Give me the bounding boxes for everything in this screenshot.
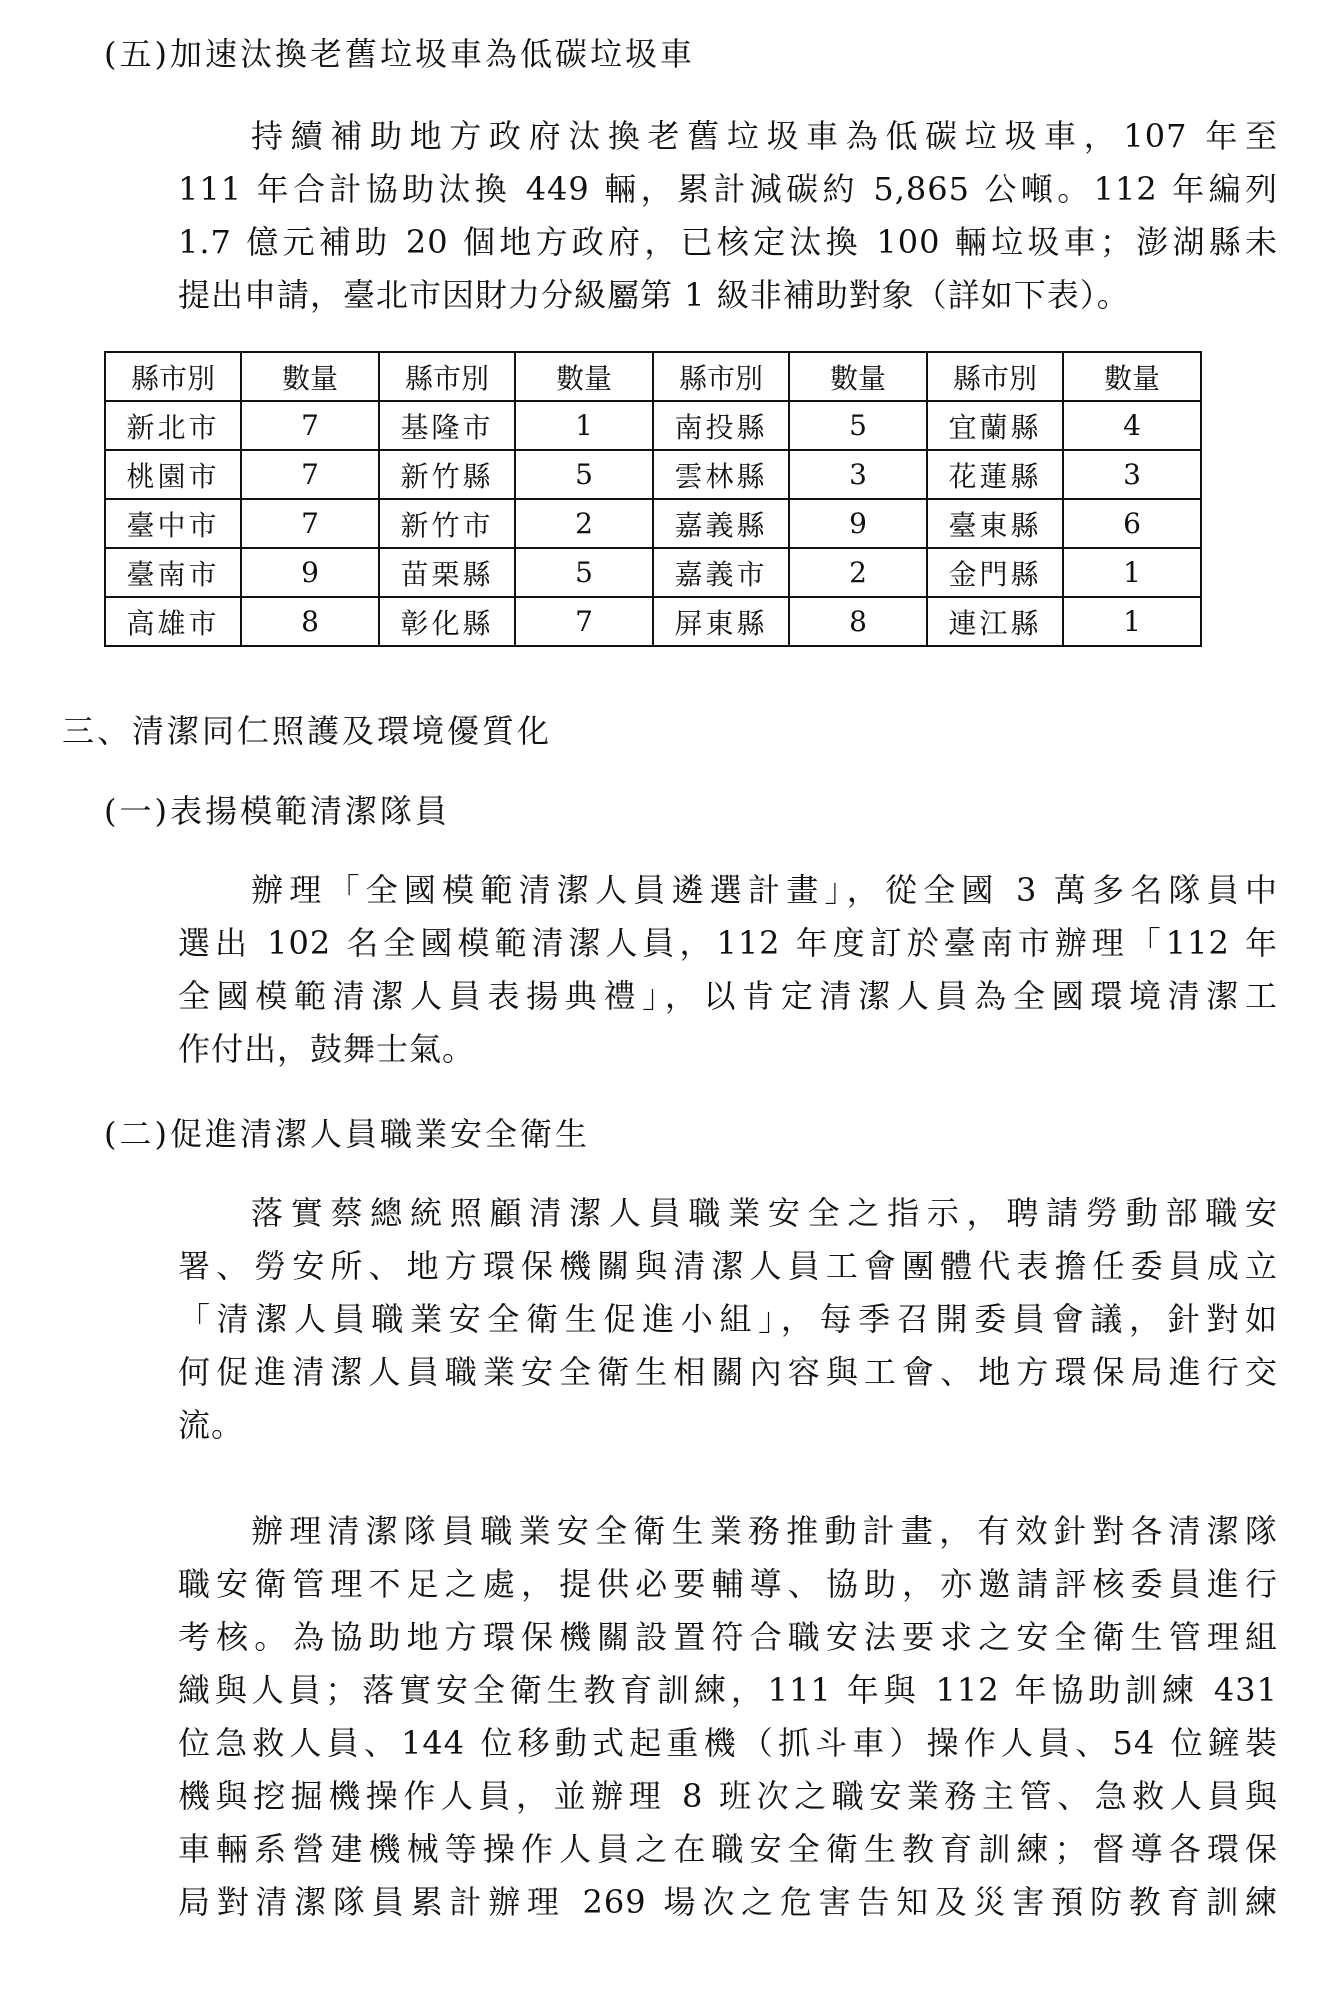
quantity-cell: 2 — [515, 499, 653, 548]
paragraph-line: 提出申請，臺北市因財力分級屬第 1 級非補助對象（詳如下表）。 — [178, 276, 1130, 314]
subsection-2-paragraph-1 — [178, 1187, 1278, 1452]
county-cell: 臺中市 — [105, 499, 241, 548]
county-cell: 高雄市 — [105, 597, 241, 646]
county-cell: 新北市 — [105, 401, 241, 450]
subsection-2-paragraph-2 — [178, 1505, 1278, 1929]
paragraph-line: 局對清潔隊員累計辦理 269 場次之危害告知及災害預防教育訓練 — [178, 1883, 1278, 1921]
quantity-cell: 7 — [241, 499, 379, 548]
header-county: 縣市別 — [105, 352, 241, 401]
quantity-cell: 5 — [515, 450, 653, 499]
paragraph-line: 考核。為協助地方環保機關設置符合職安法要求之安全衛生管理組 — [178, 1618, 1278, 1656]
paragraph-line: 辦理清潔隊員職業安全衛生業務推動計畫，有效針對各清潔隊 — [251, 1512, 1278, 1550]
subsection-2-heading: (二)促進清潔人員職業安全衛生 — [104, 1115, 590, 1153]
county-cell: 宜蘭縣 — [927, 401, 1063, 450]
paragraph-line: 「清潔人員職業安全衛生促進小組」，每季召開委員會議，針對如 — [178, 1300, 1278, 1338]
quantity-cell: 3 — [789, 450, 927, 499]
table-row — [105, 597, 1201, 646]
garbage-truck-count-table — [104, 351, 1202, 647]
table-row — [105, 548, 1201, 597]
paragraph-line: 機與挖掘機操作人員，並辦理 8 班次之職安業務主管、急救人員與 — [178, 1777, 1278, 1815]
quantity-cell: 5 — [789, 401, 927, 450]
quantity-cell: 7 — [515, 597, 653, 646]
quantity-cell: 2 — [789, 548, 927, 597]
county-cell: 嘉義市 — [653, 548, 789, 597]
header-county: 縣市別 — [653, 352, 789, 401]
quantity-cell: 5 — [515, 548, 653, 597]
quantity-cell: 1 — [1063, 597, 1201, 646]
paragraph-line: 流。 — [178, 1406, 245, 1444]
table-row — [105, 450, 1201, 499]
header-quantity: 數量 — [789, 352, 927, 401]
county-cell: 嘉義縣 — [653, 499, 789, 548]
quantity-cell: 8 — [241, 597, 379, 646]
county-cell: 南投縣 — [653, 401, 789, 450]
county-cell: 臺南市 — [105, 548, 241, 597]
county-cell: 花蓮縣 — [927, 450, 1063, 499]
quantity-cell: 7 — [241, 450, 379, 499]
header-county: 縣市別 — [927, 352, 1063, 401]
quantity-cell: 4 — [1063, 401, 1201, 450]
subsection-1-paragraph — [178, 864, 1278, 1076]
paragraph-line: 持續補助地方政府汰換老舊垃圾車為低碳垃圾車，107 年至 — [251, 117, 1278, 155]
county-cell: 雲林縣 — [653, 450, 789, 499]
county-cell: 彰化縣 — [379, 597, 515, 646]
quantity-cell: 6 — [1063, 499, 1201, 548]
subsection-1-heading: (一)表揚模範清潔隊員 — [104, 792, 450, 830]
quantity-cell: 8 — [789, 597, 927, 646]
quantity-cell: 7 — [241, 401, 379, 450]
header-county: 縣市別 — [379, 352, 515, 401]
paragraph-line: 作付出，鼓舞士氣。 — [178, 1030, 476, 1068]
county-cell: 金門縣 — [927, 548, 1063, 597]
paragraph-line: 職安衛管理不足之處，提供必要輔導、協助，亦邀請評核委員進行 — [178, 1565, 1278, 1603]
section-5-paragraph — [178, 110, 1278, 322]
paragraph-line: 辦理「全國模範清潔人員遴選計畫」，從全國 3 萬多名隊員中 — [251, 871, 1278, 909]
paragraph-line: 111 年合計協助汰換 449 輛，累計減碳約 5,865 公噸。112 年編列 — [178, 170, 1278, 208]
section-5-heading: (五)加速汰換老舊垃圾車為低碳垃圾車 — [104, 35, 695, 73]
county-cell: 屏東縣 — [653, 597, 789, 646]
section-3-heading: 三、清潔同仁照護及環境優質化 — [62, 712, 553, 750]
county-cell: 連江縣 — [927, 597, 1063, 646]
paragraph-line: 選出 102 名全國模範清潔人員，112 年度訂於臺南市辦理「112 年 — [178, 924, 1278, 962]
paragraph-line: 位急救人員、144 位移動式起重機（抓斗車）操作人員、54 位鏟裝 — [178, 1724, 1278, 1762]
quantity-cell: 9 — [789, 499, 927, 548]
county-cell: 基隆市 — [379, 401, 515, 450]
header-quantity: 數量 — [1063, 352, 1201, 401]
quantity-cell: 9 — [241, 548, 379, 597]
paragraph-line: 署、勞安所、地方環保機關與清潔人員工會團體代表擔任委員成立 — [178, 1247, 1278, 1285]
quantity-cell: 1 — [1063, 548, 1201, 597]
quantity-cell: 3 — [1063, 450, 1201, 499]
county-cell: 桃園市 — [105, 450, 241, 499]
header-quantity: 數量 — [241, 352, 379, 401]
county-cell: 臺東縣 — [927, 499, 1063, 548]
header-quantity: 數量 — [515, 352, 653, 401]
paragraph-line: 1.7 億元補助 20 個地方政府，已核定汰換 100 輛垃圾車；澎湖縣未 — [178, 223, 1278, 261]
table-row — [105, 401, 1201, 450]
paragraph-line: 落實蔡總統照顧清潔人員職業安全之指示，聘請勞動部職安 — [251, 1194, 1278, 1232]
paragraph-line: 何促進清潔人員職業安全衛生相關內容與工會、地方環保局進行交 — [178, 1353, 1278, 1391]
county-cell: 新竹市 — [379, 499, 515, 548]
county-cell: 苗栗縣 — [379, 548, 515, 597]
paragraph-line: 全國模範清潔人員表揚典禮」，以肯定清潔人員為全國環境清潔工 — [178, 977, 1278, 1015]
table-row — [105, 499, 1201, 548]
quantity-cell: 1 — [515, 401, 653, 450]
paragraph-line: 車輛系營建機械等操作人員之在職安全衛生教育訓練；督導各環保 — [178, 1830, 1278, 1868]
paragraph-line: 織與人員；落實安全衛生教育訓練，111 年與 112 年協助訓練 431 — [178, 1671, 1278, 1709]
table-header-row — [105, 352, 1201, 401]
county-cell: 新竹縣 — [379, 450, 515, 499]
